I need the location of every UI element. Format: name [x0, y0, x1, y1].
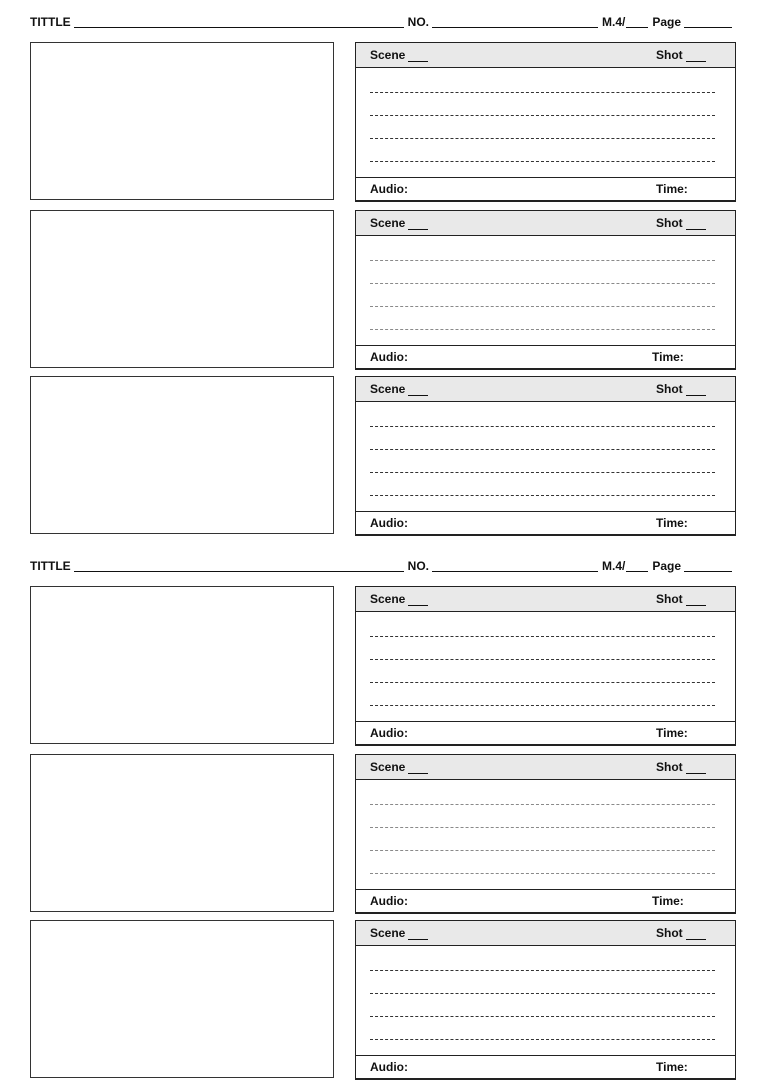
notes-footer [356, 889, 735, 913]
scene-field[interactable] [370, 592, 428, 606]
no-blank[interactable] [432, 13, 598, 28]
note-line[interactable] [370, 659, 715, 660]
scene-label: Scene [370, 926, 406, 940]
shot-label: Shot [656, 48, 683, 62]
notes-footer [356, 511, 735, 535]
scene-label: Scene [370, 216, 406, 230]
scene-field[interactable] [370, 760, 428, 774]
scene-label: Scene [370, 760, 406, 774]
scene-blank[interactable] [408, 927, 428, 940]
title-label: TITTLE [30, 559, 71, 573]
note-line[interactable] [370, 993, 715, 994]
note-line[interactable] [370, 804, 715, 805]
note-line[interactable] [370, 1016, 715, 1017]
sketch-frame[interactable] [30, 376, 334, 534]
audio-label: Audio: [370, 350, 408, 364]
scene-field[interactable] [370, 216, 428, 230]
storyboard-row [0, 376, 768, 535]
shot-label: Shot [656, 926, 683, 940]
storyboard-row [0, 754, 768, 913]
shot-field[interactable] [656, 216, 706, 230]
note-line[interactable] [370, 1039, 715, 1040]
scene-field[interactable] [370, 48, 428, 62]
m4-blank[interactable] [626, 13, 648, 28]
audio-label: Audio: [370, 516, 408, 530]
note-line[interactable] [370, 329, 715, 330]
shot-field[interactable] [656, 592, 706, 606]
shot-label: Shot [656, 382, 683, 396]
scene-blank[interactable] [408, 761, 428, 774]
scene-blank[interactable] [408, 217, 428, 230]
notes-header [356, 755, 735, 780]
note-line[interactable] [370, 970, 715, 971]
sketch-frame[interactable] [30, 586, 334, 744]
notes-footer [356, 345, 735, 369]
scene-label: Scene [370, 592, 406, 606]
shot-field[interactable] [656, 760, 706, 774]
note-line[interactable] [370, 873, 715, 874]
shot-notes-box [355, 586, 736, 746]
storyboard-row [0, 210, 768, 369]
notes-header [356, 43, 735, 68]
notes-header [356, 921, 735, 946]
note-line[interactable] [370, 850, 715, 851]
shot-blank[interactable] [686, 761, 706, 774]
sheet-header [30, 557, 736, 575]
note-line[interactable] [370, 92, 715, 93]
note-line[interactable] [370, 682, 715, 683]
scene-blank[interactable] [408, 383, 428, 396]
note-line[interactable] [370, 449, 715, 450]
note-line[interactable] [370, 705, 715, 706]
scene-blank[interactable] [408, 49, 428, 62]
shot-blank[interactable] [686, 593, 706, 606]
m4-blank[interactable] [626, 557, 648, 572]
note-line[interactable] [370, 495, 715, 496]
note-line[interactable] [370, 138, 715, 139]
time-label: Time: [656, 182, 688, 196]
audio-label: Audio: [370, 182, 408, 196]
note-line[interactable] [370, 827, 715, 828]
audio-label: Audio: [370, 1060, 408, 1074]
scene-label: Scene [370, 382, 406, 396]
time-label: Time: [656, 1060, 688, 1074]
time-label: Time: [652, 350, 684, 364]
time-label: Time: [656, 726, 688, 740]
storyboard-row [0, 920, 768, 1079]
note-line[interactable] [370, 260, 715, 261]
shot-field[interactable] [656, 382, 706, 396]
m4-label: M.4/ [602, 15, 626, 29]
shot-notes-box [355, 376, 736, 536]
sketch-frame[interactable] [30, 754, 334, 912]
shot-field[interactable] [656, 48, 706, 62]
shot-label: Shot [656, 216, 683, 230]
shot-notes-box [355, 210, 736, 370]
scene-field[interactable] [370, 382, 428, 396]
storyboard-row [0, 42, 768, 201]
shot-blank[interactable] [686, 927, 706, 940]
shot-label: Shot [656, 592, 683, 606]
title-blank[interactable] [74, 13, 404, 28]
time-label: Time: [652, 894, 684, 908]
note-line[interactable] [370, 306, 715, 307]
note-line[interactable] [370, 636, 715, 637]
note-line[interactable] [370, 115, 715, 116]
time-label: Time: [656, 516, 688, 530]
scene-blank[interactable] [408, 593, 428, 606]
shot-blank[interactable] [686, 49, 706, 62]
m4-label: M.4/ [602, 559, 626, 573]
note-line[interactable] [370, 426, 715, 427]
note-line[interactable] [370, 161, 715, 162]
no-label: NO. [407, 15, 430, 29]
notes-footer [356, 721, 735, 745]
notes-footer [356, 1055, 735, 1079]
sketch-frame[interactable] [30, 42, 334, 200]
page-label: Page [652, 15, 682, 29]
audio-label: Audio: [370, 894, 408, 908]
page-label: Page [652, 559, 682, 573]
notes-header [356, 211, 735, 236]
title-label: TITTLE [30, 15, 71, 29]
scene-label: Scene [370, 48, 406, 62]
scene-field[interactable] [370, 926, 428, 940]
shot-field[interactable] [656, 926, 706, 940]
shot-label: Shot [656, 760, 683, 774]
sketch-frame[interactable] [30, 210, 334, 368]
storyboard-row [0, 586, 768, 745]
notes-header [356, 377, 735, 402]
shot-notes-box [355, 754, 736, 914]
shot-blank[interactable] [686, 217, 706, 230]
notes-footer [356, 177, 735, 201]
shot-notes-box [355, 42, 736, 202]
shot-notes-box [355, 920, 736, 1080]
title-blank[interactable] [74, 557, 404, 572]
note-line[interactable] [370, 283, 715, 284]
no-blank[interactable] [432, 557, 598, 572]
notes-header [356, 587, 735, 612]
sketch-frame[interactable] [30, 920, 334, 1078]
no-label: NO. [407, 559, 430, 573]
page-blank[interactable] [684, 557, 732, 572]
note-line[interactable] [370, 472, 715, 473]
shot-blank[interactable] [686, 383, 706, 396]
audio-label: Audio: [370, 726, 408, 740]
sheet-header [30, 13, 736, 31]
page-blank[interactable] [684, 13, 732, 28]
